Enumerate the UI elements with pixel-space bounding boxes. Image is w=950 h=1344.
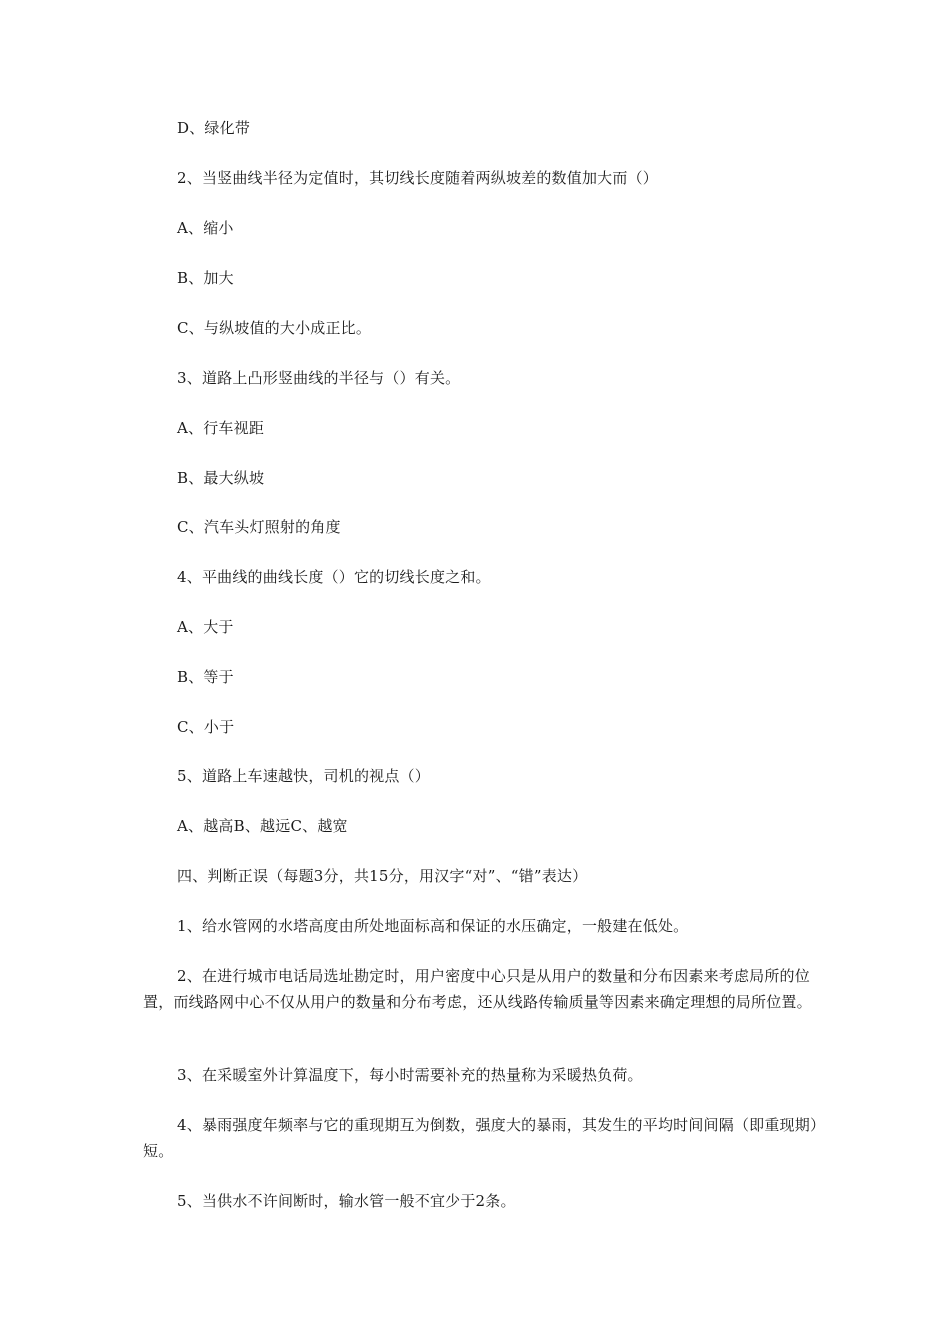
question-2-option-c: C、与纵坡值的大小成正比。 bbox=[177, 319, 372, 337]
question-4: 4、平曲线的曲线长度（）它的切线长度之和。 bbox=[177, 568, 491, 586]
judgment-1: 1、给水管网的水塔高度由所处地面标高和保证的水压确定，一般建在低处。 bbox=[177, 917, 689, 935]
judgment-4: 4、暴雨强度年频率与它的重现期互为倒数，强度大的暴雨，其发生的平均时间间隔（即重现期）短。 bbox=[143, 1116, 818, 1160]
question-3-option-a: A、行车视距 bbox=[177, 419, 265, 437]
question-4-option-c: C、小于 bbox=[177, 718, 235, 736]
judgment-5: 5、当供水不许间断时，输水管一般不宜少于2条。 bbox=[177, 1192, 516, 1210]
question-4-option-b: B、等于 bbox=[177, 668, 234, 686]
judgment-2: 2、在进行城市电话局选址勘定时，用户密度中心只是从用户的数量和分布因素来考虑局所的位置，而线路网中心不仅从用户的数量和分布考虑，还从线路传输质量等因素来确定理想的局所位置。 bbox=[143, 967, 812, 1011]
option-d-greenbelt: D、绿化带 bbox=[177, 119, 251, 137]
question-2: 2、当竖曲线半径为定值时，其切线长度随着两纵坡差的数值加大而（） bbox=[177, 169, 658, 187]
question-2-option-b: B、加大 bbox=[177, 269, 234, 287]
judgment-3: 3、在采暖室外计算温度下，每小时需要补充的热量称为采暖热负荷。 bbox=[177, 1066, 643, 1084]
question-2-option-a: A、缩小 bbox=[177, 219, 234, 237]
question-5: 5、道路上车速越快，司机的视点（） bbox=[177, 767, 430, 785]
question-3-option-b: B、最大纵坡 bbox=[177, 469, 265, 487]
question-3-option-c: C、汽车头灯照射的角度 bbox=[177, 518, 341, 536]
question-4-option-a: A、大于 bbox=[177, 618, 234, 636]
question-3: 3、道路上凸形竖曲线的半径与（）有关。 bbox=[177, 369, 461, 387]
section-4-heading: 四、判断正误（每题3分，共15分，用汉字“对”、“错”表达） bbox=[177, 867, 588, 885]
question-5-options: A、越高B、越远C、越宽 bbox=[177, 817, 348, 835]
